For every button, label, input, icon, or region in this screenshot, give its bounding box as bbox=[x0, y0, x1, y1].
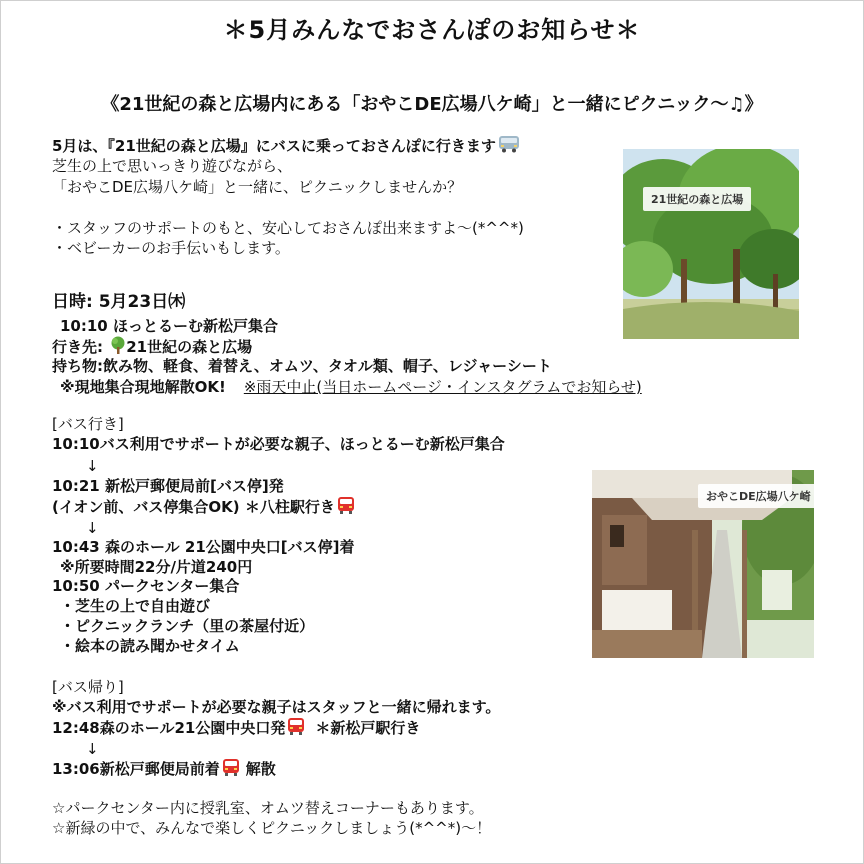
schedule-destination: 行き先: 21世紀の森と広場 bbox=[52, 336, 252, 359]
intro-line-3: 「おやこDE広場八ケ崎」と一緒に、ピクニックしませんか？ bbox=[52, 178, 463, 196]
bus-go-arrow-2: ↓ bbox=[86, 519, 99, 537]
bus-return-arrive: 13:06新松戸郵便局前着 解散 bbox=[52, 758, 276, 781]
bus-go-arrive: 10:43 森のホール 21公園中央口[バス停]着 bbox=[52, 538, 355, 556]
footer-line-1: ☆パークセンター内に授乳室、オムツ替えコーナーもあります。 bbox=[52, 799, 484, 817]
schedule-date: 日時: 5月23日㈭ bbox=[52, 292, 186, 312]
intro-bullet-1: ・スタッフのサポートのもと、安心しておさんぽ出来ますよ〜(*^^*) bbox=[52, 219, 524, 237]
schedule-note: ※現地集合現地解散OK! ※雨天中止(当日ホームページ・インスタグラムでお知らせ) bbox=[60, 378, 642, 396]
bus-go-arrow-1: ↓ bbox=[86, 457, 99, 475]
schedule-items: 持ち物:飲み物、軽食、着替え、オムツ、タオル類、帽子、レジャーシート bbox=[52, 357, 552, 375]
activity-3: ・絵本の読み聞かせタイム bbox=[60, 637, 240, 655]
bus-icon bbox=[498, 135, 520, 158]
building-photo-label: おやこDE広場八ケ崎 bbox=[698, 484, 814, 508]
intro-line-2: 芝生の上で思いっきり遊びながら、 bbox=[52, 157, 293, 175]
park-photo-label: 21世紀の森と広場 bbox=[643, 187, 751, 211]
park-photo bbox=[623, 149, 799, 339]
bus-return-note: ※バス利用でサポートが必要な親子はスタッフと一緒に帰れます。 bbox=[52, 698, 501, 716]
rain-note: ※雨天中止(当日ホームページ・インスタグラムでお知らせ) bbox=[243, 378, 642, 396]
page-title: ＊5月みんなでおさんぽのお知らせ＊ bbox=[223, 16, 641, 44]
activity-2: ・ピクニックランチ（里の茶屋付近） bbox=[60, 617, 315, 635]
bus-go-meet: 10:10バス利用でサポートが必要な親子、ほっとるーむ新松戸集合 bbox=[52, 435, 505, 453]
activity-1: ・芝生の上で自由遊び bbox=[60, 597, 211, 615]
bus-return-arrow: ↓ bbox=[86, 740, 99, 758]
footer-line-2: ☆新緑の中で、みんなで楽しくピクニックしましょう(*^^*)〜！ bbox=[52, 819, 492, 837]
red-bus-icon bbox=[287, 717, 305, 740]
bus-go-fare: ※所要時間22分/片道240円 bbox=[60, 558, 253, 576]
bus-go-park: 10:50 パークセンター集合 bbox=[52, 577, 240, 595]
bus-return-depart: 12:48森のホール21公園中央口発 ＊新松戸駅行き bbox=[52, 717, 420, 740]
bus-return-heading: [バス帰り] bbox=[52, 678, 124, 696]
red-bus-icon bbox=[222, 758, 240, 781]
bus-go-heading: [バス行き] bbox=[52, 415, 124, 433]
page-subtitle: 《21世紀の森と広場内にある「おやこDE広場八ケ崎」と一緒にピクニック〜♫》 bbox=[101, 94, 763, 115]
schedule-meet: 10:10 ほっとるーむ新松戸集合 bbox=[60, 317, 278, 335]
bus-go-depart-note: (イオン前、バス停集合OK) ＊八柱駅行き bbox=[52, 496, 355, 519]
red-bus-icon bbox=[337, 496, 355, 519]
intro-line-1: 5月は、『21世紀の森と広場』にバスに乗っておさんぽに行きます bbox=[52, 135, 520, 158]
bus-go-depart: 10:21 新松戸郵便局前[バス停]発 bbox=[52, 477, 284, 495]
building-photo bbox=[592, 470, 814, 658]
intro-bullet-2: ・ベビーカーのお手伝いもします。 bbox=[52, 239, 290, 257]
